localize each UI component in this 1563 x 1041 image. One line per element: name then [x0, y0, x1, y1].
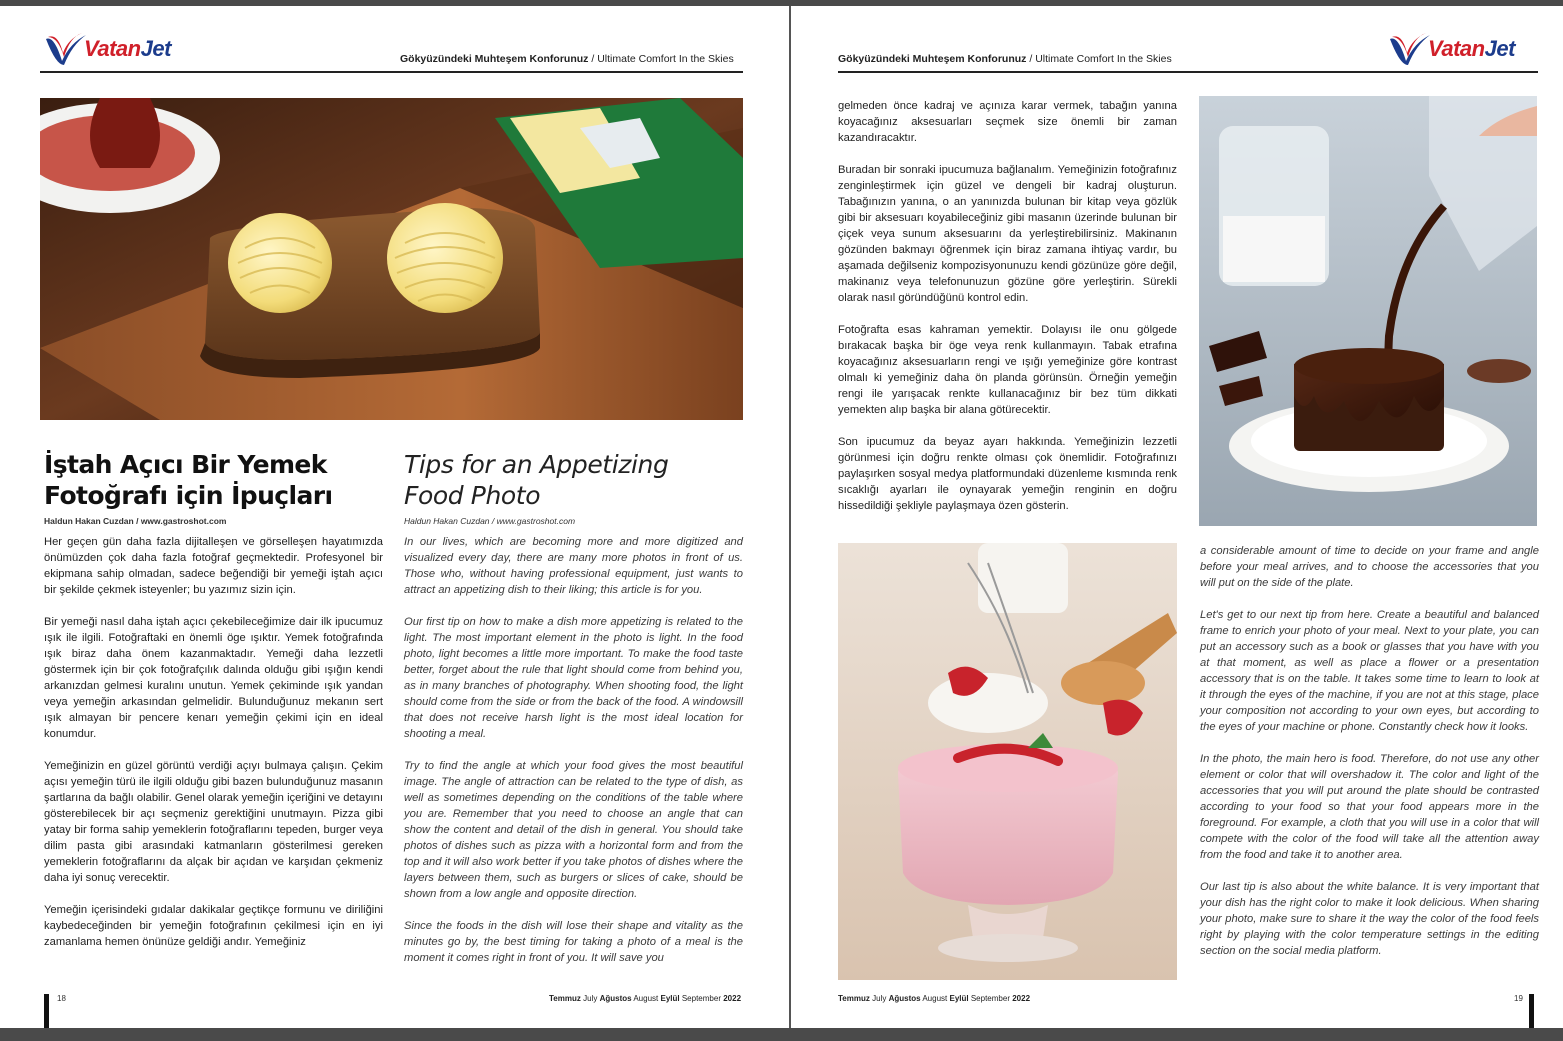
month-tr: Ağustos — [599, 994, 632, 1003]
month-en: July — [583, 994, 598, 1003]
tr-paragraph: Yemeğinizin en güzel görüntü verdiği açıyı bulmaya çalışın. Çekim açısı yemeğin türü ile ilgili olduğu gibi bazen bulunduğunuz masanın şartlarına da bağlı olabilir. Genel olarak yemeğin içeriğini ve detayını gösterebilecek bir açı seçmeniz gerektiğini unutmayın. Pizza gibi yatay bir forma sahip yemeklerin fotoğraflarını tepeden, burger veya dilim pasta gibi arasındaki katmanların gösterilmesi gereken yemeklerin fotoğraflarını da alçak bir açıdan ve karşıdan çekmeniz daha iyi sonuç verecektir. — [44, 760, 383, 884]
en-paragraph: Since the foods in the dish will lose their shape and vitality as the minutes go by, the best timing for taking a photo of a meal is the moment it comes right in front of you. It will save you — [404, 920, 743, 964]
tagline-tr: Gökyüzündeki Muhteşem Konforunuz — [838, 53, 1027, 65]
right-tr-column — [838, 98, 1177, 514]
month-tr: Eylül — [660, 994, 680, 1003]
tr-paragraph: Bir yemeği nasıl daha iştah açıcı çekebileceğimize dair ilk ipucumuz ışık ile ilgili. Fotoğraftaki en önemli öge ışıktır. Yemek fotoğrafında ışık biraz daha önem kazanmaktadır. Yemeği daha lezzetli göstermek için bir çok fotoğrafçılık dalında olduğu gibi ışığın kendi arkanızdan gelmesi kuralını unutun. Yemek çekiminde ışık yandan veya yemeğin arkasından gelmelidir. Bulunduğunuz mekanın sert ışık almayan bir pencere kenarı yemeğin çekimi için en ideal konumdur. — [44, 616, 383, 740]
month-tr: Ağustos — [888, 994, 921, 1003]
tagline-en: Ultimate Comfort In the Skies — [597, 53, 734, 65]
bottom-frame-bar — [0, 1028, 1563, 1041]
article-title-tr: İştah Açıcı Bir Yemek Fotoğrafı için İpuçları — [44, 450, 333, 510]
chocolate-brownie-photo — [1199, 96, 1537, 526]
tr-paragraph: Her geçen gün daha fazla dijitalleşen ve görselleşen hayatımızda önümüzden çok daha fazla fotoğraf geçmektedir. Profesyonel bir ekipmana sahip olmadan, sadece beğendiği bir yemeği iştah açıcı bir şekilde çekmek isteyenler; bu yazımız sizin için. — [44, 536, 383, 596]
en-paragraph: Let's get to our next tip from here. Create a beautiful and balanced frame to enrich your photo of your meal. Next to your plate, you can put an accessory such as a book or glasses that you have with you at that moment, as well as place a flower or a presentation accessory that is on the table. It takes some time to learn to look at it through the eyes of the machine, if you are not at this stage, place your composition not according to your own eyes, but according to the eyes of your machine or phone. Constantly check how it looks. — [1200, 609, 1539, 733]
en-paragraph: In our lives, which are becoming more and more digitized and visualized every day, there are many more photos in front of us. Those who, without having professional equipment, just wants to attract an appetizing dish to their liking; this article is for you. — [404, 536, 743, 596]
en-paragraph: a considerable amount of time to decide on your frame and angle before your meal arrives, and to choose the accessories that you will put on the side of the plate. — [1200, 545, 1539, 589]
en-paragraph: Try to find the angle at which your food gives the most beautiful image. The angle of attraction can be related to the type of dish, as well as sometimes depending on the conditions of the table where you are. Remember that you need to choose an angle that can show the content and detail of the dish in general. You should take photos of dishes such as pizza with a horizontal form and from the top and it will also work better if you take photos of dishes where the layers between them, such as burgers or slices of cake, should be shown from a low angle and opposite direction. — [404, 760, 743, 900]
en-paragraph: Our first tip on how to make a dish more appetizing is related to the light. The most important element in the photo is light. In the food photo, light becomes a little more important. To make the food taste better, forget about the rule that light should come from behind you, as in many branches of photography. When shooting food, the light should come from the side or from the back of the food. A windowsill that does not receive harsh light is the most ideal location for shooting a meal. — [404, 616, 743, 740]
month-en: September — [970, 994, 1010, 1003]
tagline-separator: / — [1026, 53, 1036, 65]
vatanjet-logo — [1388, 29, 1515, 69]
month-tr: Eylül — [949, 994, 969, 1003]
month-en: July — [872, 994, 887, 1003]
header-rule — [838, 71, 1538, 73]
vatanjet-logo — [44, 29, 171, 69]
page-number: 18 — [57, 994, 66, 1003]
en-paragraph: Our last tip is also about the white balance. It is very important that your dish has the right color to make it look delicious. When sharing your photo, make sure to share it the way the color of the food feels right by playing with the color temperature settings in the editing section on the social media platform. — [1200, 881, 1539, 957]
logo-word-jet: Jet — [140, 36, 171, 61]
month-tr: Temmuz — [838, 994, 870, 1003]
butter-bread-photo — [40, 98, 743, 420]
left-tr-column — [44, 534, 383, 950]
page-number: 19 — [1514, 994, 1523, 1003]
logo-word-jet: Jet — [1484, 36, 1515, 61]
tagline-en: Ultimate Comfort In the Skies — [1035, 53, 1172, 65]
month-en: September — [681, 994, 721, 1003]
byline-en: Haldun Hakan Cuzdan / www.gastroshot.com — [404, 516, 576, 526]
footer-mark — [1529, 994, 1534, 1028]
header-tagline — [400, 53, 734, 65]
tr-paragraph: Son ipucumuz da beyaz ayarı hakkında. Yemeğinizin lezzetli görünmesi için doğru renkte olması çok önemlidir. Fotoğrafınızı paylaşırken sosyal medya platformundaki düzenleme kısmında renk sıcaklığı ayarları ile oynayarak yemeğin renginin en doğru hissedildiği şekliyle paylaşmaya özen gösterin. — [838, 436, 1177, 512]
logo-word-vatan: Vatan — [84, 36, 141, 61]
vatanjet-wing-icon — [1388, 31, 1432, 67]
strawberry-pudding-photo — [838, 543, 1177, 980]
left-page — [0, 6, 789, 1028]
tr-paragraph: gelmeden önce kadraj ve açınıza karar vermek, tabağın yanına koyacağınız aksesuarları seçmek size önemli bir zaman kazandıracaktır. — [838, 100, 1177, 144]
right-page — [791, 6, 1563, 1028]
vatanjet-wing-icon — [44, 31, 88, 67]
footer-issue-date — [549, 994, 741, 1003]
left-en-column — [404, 534, 743, 966]
logo-word-vatan: Vatan — [1428, 36, 1485, 61]
article-title-en: Tips for an Appetizing Food Photo — [404, 450, 669, 510]
tr-paragraph: Yemeğin içerisindeki gıdalar dakikalar geçtikçe formunu ve diriliğini kaybedeceğinden bir yemeğin fotoğrafının çekilmesi için en iyi zamanlama hemen önünüze geldiği andır. Yemeğiniz — [44, 904, 383, 948]
tagline-separator: / — [588, 53, 598, 65]
issue-year: 2022 — [723, 994, 742, 1003]
month-en: August — [633, 994, 659, 1003]
issue-year: 2022 — [1012, 994, 1031, 1003]
footer-mark — [44, 994, 49, 1028]
right-en-column — [1200, 543, 1539, 959]
tagline-tr: Gökyüzündeki Muhteşem Konforunuz — [400, 53, 589, 65]
byline-tr: Haldun Hakan Cuzdan / www.gastroshot.com — [44, 516, 227, 526]
month-en: August — [922, 994, 948, 1003]
en-paragraph: In the photo, the main hero is food. Therefore, do not use any other element or color that will overshadow it. The color and light of the accessories that you will put around the plate should be contrasted according to your food so that your food appears more in the foreground. For example, a cloth that you will use in a color that will compete with the color of the food will take all the attention away from the food and take it to another area. — [1200, 753, 1539, 861]
month-tr: Temmuz — [549, 994, 581, 1003]
footer-issue-date — [838, 994, 1030, 1003]
header-tagline — [838, 53, 1172, 65]
tr-paragraph: Buradan bir sonraki ipucumuza bağlanalım. Yemeğinizin fotoğrafınız zenginleştirmek için güzel ve dengeli bir kadraj oluşturun. Tabağınızın yanına, o an yanınızda bulunan bir kitap veya gözlük gibi bir aksesuarı koyabileceğiniz gibi masanın üzerinde bulunan bir çiçek veya sunum aksesuarını da yerleştirebilirsiniz. Makinanın gözünden bakmayı öğrenmek için biraz zamana ihtiyaç vardır, bu aşamada değilseniz kompozisyonunuzu kendi gözünüze göre değil, makinanız veya telefonunuzun gözüne göre yerleştirin. Sürekli olarak nasıl göründüğünü kontrol edin. — [838, 164, 1177, 304]
header-rule — [40, 71, 743, 73]
tr-paragraph: Fotoğrafta esas kahraman yemektir. Dolayısı ile onu gölgede bırakacak başka bir öge veya renk kullanmayın. Tabak etrafına koyacağınız aksesuarların rengi ve ışığı yemeğinize göre kontrast olmalı ki yemeğiniz daha ön planda görünsün. Örneğin yemeğin rengi ile yarışacak renkte kullanacağınız bir bez tüm dikkati yemekten alıp başka bir alana götürecektir. — [838, 324, 1177, 416]
